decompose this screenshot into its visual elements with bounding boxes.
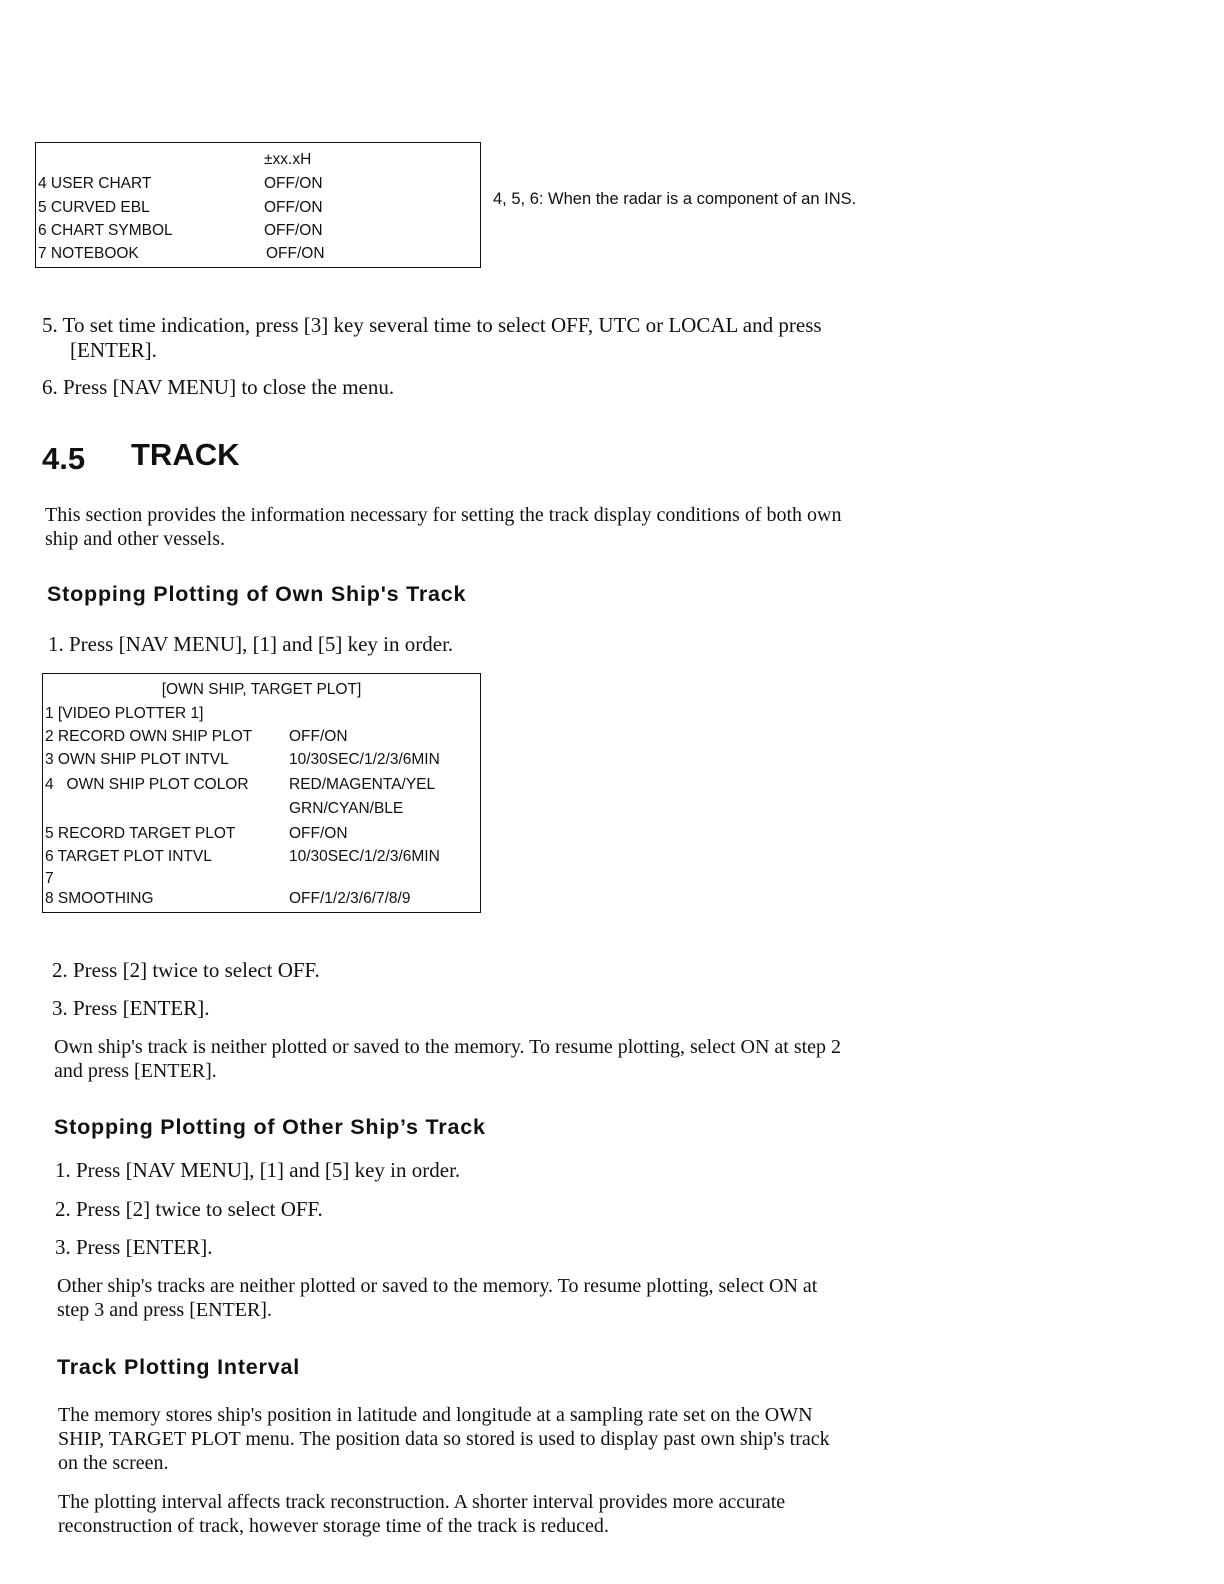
menu-row-label: 7 NOTEBOOK — [38, 245, 139, 262]
menu-row — [36, 220, 480, 242]
step-text: To set time indication, press [3] key several time to select OFF, UTC or LOCAL and press — [62, 313, 822, 337]
other-track-step-3: 3. Press [ENTER]. — [55, 1235, 213, 1259]
menu-row — [36, 149, 480, 171]
interval-heading: Track Plotting Interval — [57, 1355, 301, 1379]
step-5 — [42, 313, 822, 337]
menu-row-label: 1 [VIDEO PLOTTER 1] — [45, 705, 204, 722]
menu-row-label: 8 SMOOTHING — [45, 890, 154, 907]
menu-row-label: 5 RECORD TARGET PLOT — [45, 825, 236, 842]
menu-row-value: RED/MAGENTA/YEL — [289, 776, 436, 793]
menu-row-label: 3 OWN SHIP PLOT INTVL — [45, 751, 229, 768]
menu-row — [36, 173, 480, 195]
other-track-step-1: 1. Press [NAV MENU], [1] and [5] key in order. — [55, 1158, 461, 1182]
menu-row — [36, 243, 480, 265]
step-5-continued: [ENTER]. — [70, 338, 157, 362]
menu-row-label: 6 TARGET PLOT INTVL — [45, 848, 212, 865]
menu-row-value: OFF/ON — [264, 175, 323, 192]
other-track-step-2: 2. Press [2] twice to select OFF. — [55, 1197, 323, 1221]
step-number: 5. — [42, 313, 58, 337]
menu-row-value: ±xx.xH — [264, 151, 312, 168]
menu-row — [43, 798, 480, 820]
interval-paragraph-2-line-2: reconstruction of track, however storage time of the track is reduced. — [58, 1515, 609, 1537]
menu-row-label: 7 — [45, 870, 54, 887]
step-6 — [42, 375, 394, 399]
step-text: Press [NAV MENU] to close the menu. — [63, 375, 395, 399]
menu-row-value: GRN/CYAN/BLE — [289, 800, 404, 817]
section-title: TRACK — [131, 437, 240, 472]
own-track-note-line-1: Own ship's track is neither plotted or saved to the memory. To resume plotting, select ON at step 2 — [54, 1036, 842, 1058]
section-intro-line-2: ship and other vessels. — [45, 528, 225, 550]
menu-row-label: 2 RECORD OWN SHIP PLOT — [45, 728, 253, 745]
menu-row — [43, 726, 480, 748]
menu-row — [36, 197, 480, 219]
menu-title — [43, 679, 480, 701]
menu-row-value: OFF/ON — [289, 728, 348, 745]
menu-row-value: 10/30SEC/1/2/3/6MIN — [289, 848, 440, 865]
menu-title-text: [OWN SHIP, TARGET PLOT] — [161, 681, 362, 698]
menu-row-value: OFF/ON — [266, 245, 325, 262]
own-track-heading: Stopping Plotting of Own Ship's Track — [47, 582, 467, 606]
menu-row-value: 10/30SEC/1/2/3/6MIN — [289, 751, 440, 768]
menu-row — [43, 774, 480, 796]
menu-row-label: 6 CHART SYMBOL — [38, 222, 173, 239]
own-track-step-1: 1. Press [NAV MENU], [1] and [5] key in order. — [48, 632, 454, 656]
menu-row — [43, 749, 480, 771]
other-track-note-line-1: Other ship's tracks are neither plotted or saved to the memory. To resume plotting, select ON at — [57, 1275, 818, 1297]
menu-row — [43, 868, 480, 890]
time-menu-box — [35, 142, 481, 268]
section-number: 4.5 — [42, 441, 86, 476]
interval-paragraph-1-line-3: on the screen. — [58, 1452, 169, 1474]
interval-paragraph-1-line-2: SHIP, TARGET PLOT menu. The position data so stored is used to display past own ship's track — [58, 1428, 830, 1450]
interval-paragraph-1-line-1: The memory stores ship's position in latitude and longitude at a sampling rate set on the OWN — [58, 1404, 813, 1426]
section-intro-line-1: This section provides the information necessary for setting the track display conditions of both own — [45, 504, 842, 526]
menu-row-value: OFF/1/2/3/6/7/8/9 — [289, 890, 411, 907]
own-track-note-line-2: and press [ENTER]. — [54, 1060, 217, 1082]
menu-row-value: OFF/ON — [264, 199, 323, 216]
own-track-step-2: 2. Press [2] twice to select OFF. — [52, 958, 320, 982]
menu-row — [43, 846, 480, 868]
own-ship-target-plot-menu — [42, 673, 481, 913]
interval-paragraph-2-line-1: The plotting interval affects track reconstruction. A shorter interval provides more accurate — [58, 1491, 786, 1513]
menu-row-value: OFF/ON — [264, 222, 323, 239]
menu-row-label: 5 CURVED EBL — [38, 199, 150, 216]
menu-row-label: 4 USER CHART — [38, 175, 152, 192]
menu-row — [43, 888, 480, 910]
ins-note: 4, 5, 6: When the radar is a component of an INS. — [493, 190, 857, 208]
step-number: 6. — [42, 375, 58, 399]
menu-row — [43, 703, 480, 725]
own-track-step-3: 3. Press [ENTER]. — [52, 996, 210, 1020]
menu-row-label: 4 OWN SHIP PLOT COLOR — [45, 776, 249, 793]
other-track-note-line-2: step 3 and press [ENTER]. — [57, 1299, 272, 1321]
menu-row — [43, 823, 480, 845]
menu-row-value: OFF/ON — [289, 825, 348, 842]
other-track-heading: Stopping Plotting of Other Ship’s Track — [54, 1115, 486, 1139]
